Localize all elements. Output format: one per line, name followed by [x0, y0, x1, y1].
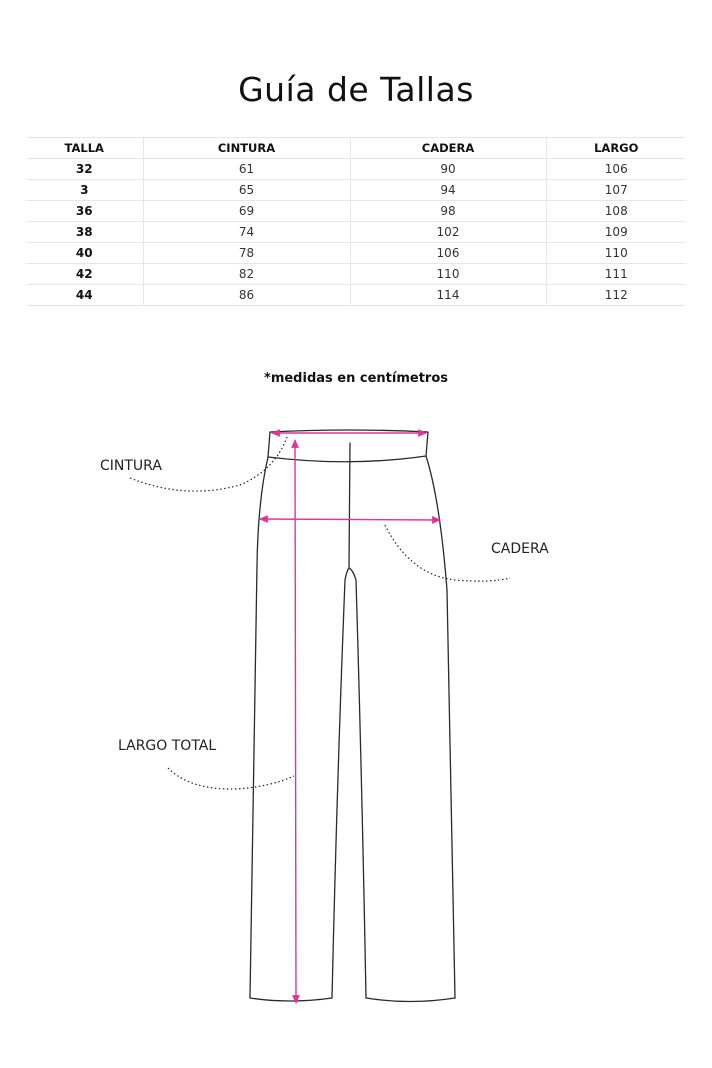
hip-label: CADERA [491, 541, 549, 557]
cell-largo: 109 [546, 222, 686, 243]
cell-largo: 112 [546, 285, 686, 306]
left-hem [250, 998, 332, 1001]
cell-largo: 110 [546, 243, 686, 264]
left-outer-seam [250, 457, 268, 998]
cell-cintura: 74 [143, 222, 350, 243]
cell-talla: 44 [26, 285, 143, 306]
cell-largo: 111 [546, 264, 686, 285]
left-inner-seam [332, 568, 349, 998]
cell-cintura: 69 [143, 201, 350, 222]
cell-cadera: 94 [350, 180, 546, 201]
cell-cadera: 114 [350, 285, 546, 306]
cell-cadera: 98 [350, 201, 546, 222]
cell-talla: 42 [26, 264, 143, 285]
page-title: Guía de Tallas [238, 70, 474, 109]
header-cintura: CINTURA [143, 138, 350, 159]
length-label: LARGO TOTAL [118, 738, 217, 754]
cell-cintura: 82 [143, 264, 350, 285]
cell-cintura: 78 [143, 243, 350, 264]
cell-cadera: 110 [350, 264, 546, 285]
right-hem [366, 998, 455, 1002]
cell-talla: 36 [26, 201, 143, 222]
right-outer-seam [426, 456, 455, 998]
header-largo: LARGO [546, 138, 686, 159]
cell-largo: 106 [546, 159, 686, 180]
cell-cadera: 102 [350, 222, 546, 243]
leader-lines [130, 437, 510, 789]
cell-cintura: 86 [143, 285, 350, 306]
cell-talla: 3 [26, 180, 143, 201]
cell-cadera: 106 [350, 243, 546, 264]
cell-talla: 38 [26, 222, 143, 243]
header-talla: TALLA [26, 138, 143, 159]
pants-outline [250, 430, 455, 1002]
cell-largo: 108 [546, 201, 686, 222]
units-note: *medidas en centímetros [264, 371, 448, 386]
length-leader [168, 768, 294, 789]
waist-label: CINTURA [100, 458, 162, 474]
cell-cintura: 65 [143, 180, 350, 201]
cell-talla: 32 [26, 159, 143, 180]
hip-measure-line [260, 519, 440, 520]
length-measure-line [295, 440, 296, 1003]
waistband [268, 430, 428, 462]
cell-cintura: 61 [143, 159, 350, 180]
cell-talla: 40 [26, 243, 143, 264]
cell-cadera: 90 [350, 159, 546, 180]
right-inner-seam [349, 568, 366, 998]
cell-largo: 107 [546, 180, 686, 201]
header-cadera: CADERA [350, 138, 546, 159]
